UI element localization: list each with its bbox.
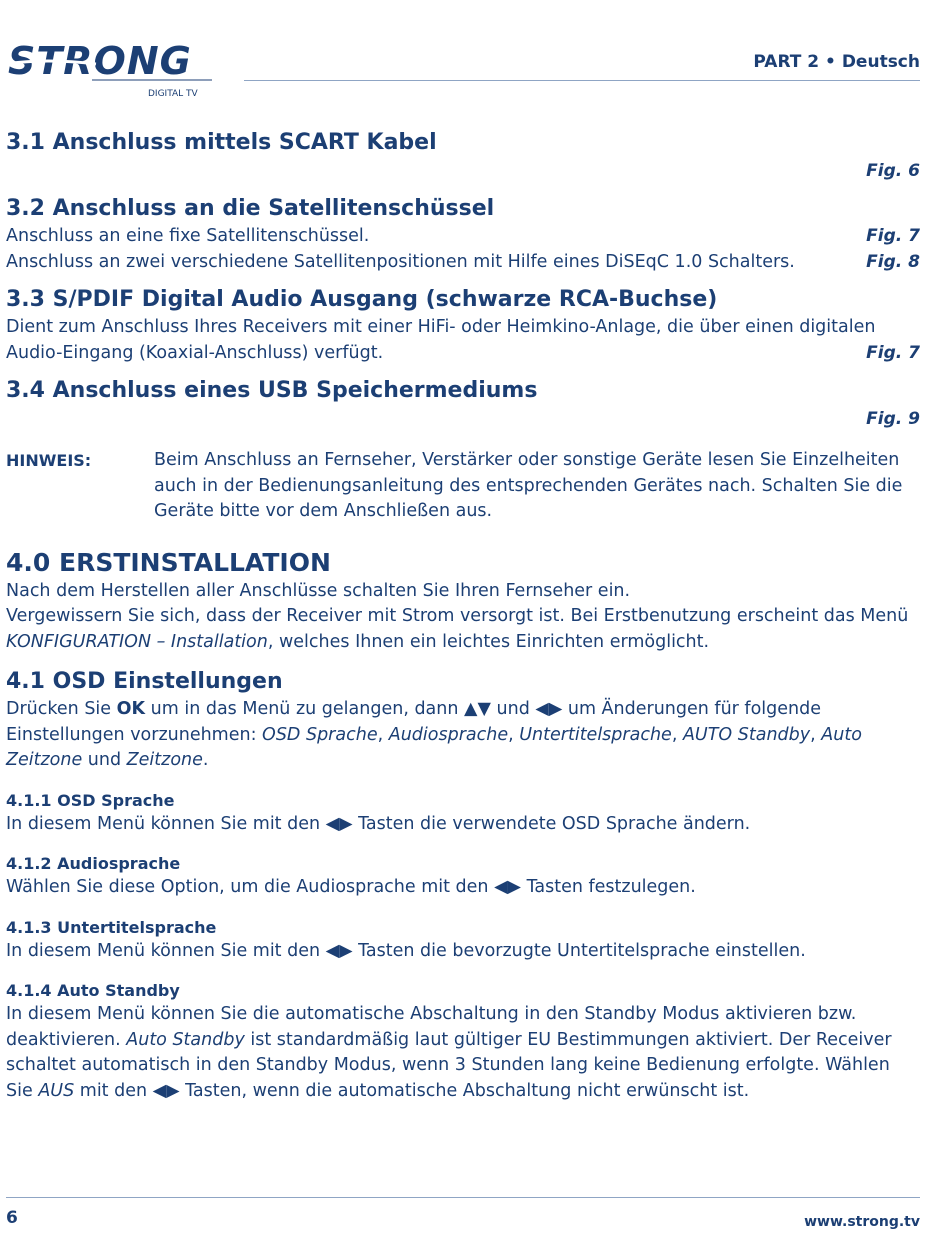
text-fragment: In diesem Menü können Sie die automatische Abschaltung in den Standby Modus aktivieren bzw. deaktivieren. [6,1004,857,1050]
left-right-arrows-icon: ◀▶ [152,1080,180,1101]
logo-text: STRONG [8,39,192,83]
fig-ref: Fig. 6 [866,161,920,181]
text-fragment: In diesem Menü können Sie mit den [6,813,326,834]
menu-name: KONFIGURATION – Installation [6,631,268,652]
body-text [6,939,920,965]
option-name: Auto Zeitzone [6,724,862,770]
text-fragment: ist standardmäßig laut gültiger EU Bestimmungen aktiviert. Der Receiver schaltet automatisch in den Standby Modus, wenn 3 Stunden lang keine Bedienung erfolgte. Wählen Sie [6,1029,892,1101]
header-part-label: PART 2 • Deutsch [753,52,920,72]
option-name: Zeitzone [126,750,203,770]
strong-logo [6,34,212,98]
fig-ref: Fig. 8 [866,251,920,272]
body-text [6,630,920,656]
note-text: Beim Anschluss an Fernseher, Verstärker oder sonstige Geräte lesen Sie Einzelheiten auch in der Bedienungsanleitung des entsprechenden Gerätes nach. Schalten Sie die Geräte bitte vor dem Anschließen aus. [154,450,903,521]
option-name: AUS [38,1080,75,1101]
text-fragment: , [508,724,520,745]
header-divider [244,80,920,81]
text-fragment: und [82,750,127,770]
text-fragment: , [810,724,822,745]
body-text [6,1002,920,1104]
option-name: OSD Sprache [262,724,378,745]
footer-url: www.strong.tv [804,1214,920,1230]
text-fragment: mit den [74,1080,153,1101]
ok-key: OK [116,699,146,719]
text-fragment: Tasten festzulegen. [521,877,696,897]
left-right-arrows-icon: ◀▶ [325,940,353,961]
option-name: Auto Standby [126,1029,245,1050]
section-3-1-title: 3.1 Anschluss mittels SCART Kabel [6,130,437,155]
text-fragment: In diesem Menü können Sie mit den [6,940,326,961]
section-3-4-title: 3.4 Anschluss eines USB Speichermediums [6,378,538,403]
text-fragment: Tasten die bevorzugte Untertitelsprache einstellen. [352,940,806,961]
page-content [6,128,920,1104]
body-text-fragment: , welches Ihnen ein leichtes Einrichten ermöglicht. [267,631,710,652]
body-text: Dient zum Anschluss Ihres Receivers mit einer HiFi- oder Heimkino-Anlage, die über einen digitalen [6,317,876,337]
left-right-arrows-icon: ◀▶ [325,813,353,834]
section-4-1-4-title: 4.1.4 Auto Standby [6,981,180,1000]
left-right-arrows-icon: ◀▶ [535,699,563,719]
body-text [6,812,920,838]
text-fragment: . [202,750,209,770]
footer-divider [6,1197,920,1198]
text-fragment: Wählen Sie diese Option, um die Audiosprache mit den [6,877,495,897]
page-number: 6 [6,1208,18,1228]
text-fragment: , [671,724,683,745]
option-name: Audiosprache [388,724,509,745]
text-fragment: Tasten die verwendete OSD Sprache ändern. [352,813,751,834]
body-text [6,875,920,901]
section-4-1-1-title: 4.1.1 OSD Sprache [6,790,175,810]
text-fragment: und [490,699,536,719]
logo-subtitle: DIGITAL TV [148,89,198,98]
text-fragment: um in das Menü zu gelangen, dann [145,699,465,719]
body-text: Audio-Eingang (Koaxial-Anschluss) verfügt. [6,342,384,363]
option-name: AUTO Standby [682,724,811,745]
up-down-arrows-icon: ▲▼ [464,699,491,719]
text-fragment: , [377,724,389,745]
text-fragment: Drücken Sie [6,699,117,719]
fig-ref: Fig. 7 [866,342,920,363]
body-text: Anschluss an zwei verschiedene Satellitenpositionen mit Hilfe eines DiSEqC 1.0 Schalters. [6,251,795,272]
fig-ref: Fig. 9 [866,409,920,429]
section-4-1-3-title: 4.1.3 Untertitelsprache [6,917,217,937]
section-4-1-title: 4.1 OSD Einstellungen [6,669,283,694]
section-4-0-title: 4.0 ERSTINSTALLATION [6,547,331,577]
text-fragment: Tasten, wenn die automatische Abschaltung nicht erwünscht ist. [179,1080,750,1101]
option-name: Untertitelsprache [519,724,672,745]
note-block [6,448,920,525]
note-label: HINWEIS: [6,451,92,470]
body-text: Nach dem Herstellen aller Anschlüsse schalten Sie Ihren Fernseher ein. [6,580,631,601]
section-3-2-title: 3.2 Anschluss an die Satellitenschüssel [6,196,495,221]
section-4-1-2-title: 4.1.2 Audiosprache [6,854,181,873]
body-text: Anschluss an eine fixe Satellitenschüssel. [6,226,370,246]
text-fragment: um Änderungen für folgende Einstellungen vorzunehmen: [6,699,821,745]
body-text [6,697,920,774]
left-right-arrows-icon: ◀▶ [494,877,522,897]
section-3-3-title: 3.3 S/PDIF Digital Audio Ausgang (schwarze RCA-Buchse) [6,287,718,312]
fig-ref: Fig. 7 [866,226,920,246]
body-text: Vergewissern Sie sich, dass der Receiver mit Strom versorgt ist. Bei Erstbenutzung erscheint das Menü [6,606,909,626]
